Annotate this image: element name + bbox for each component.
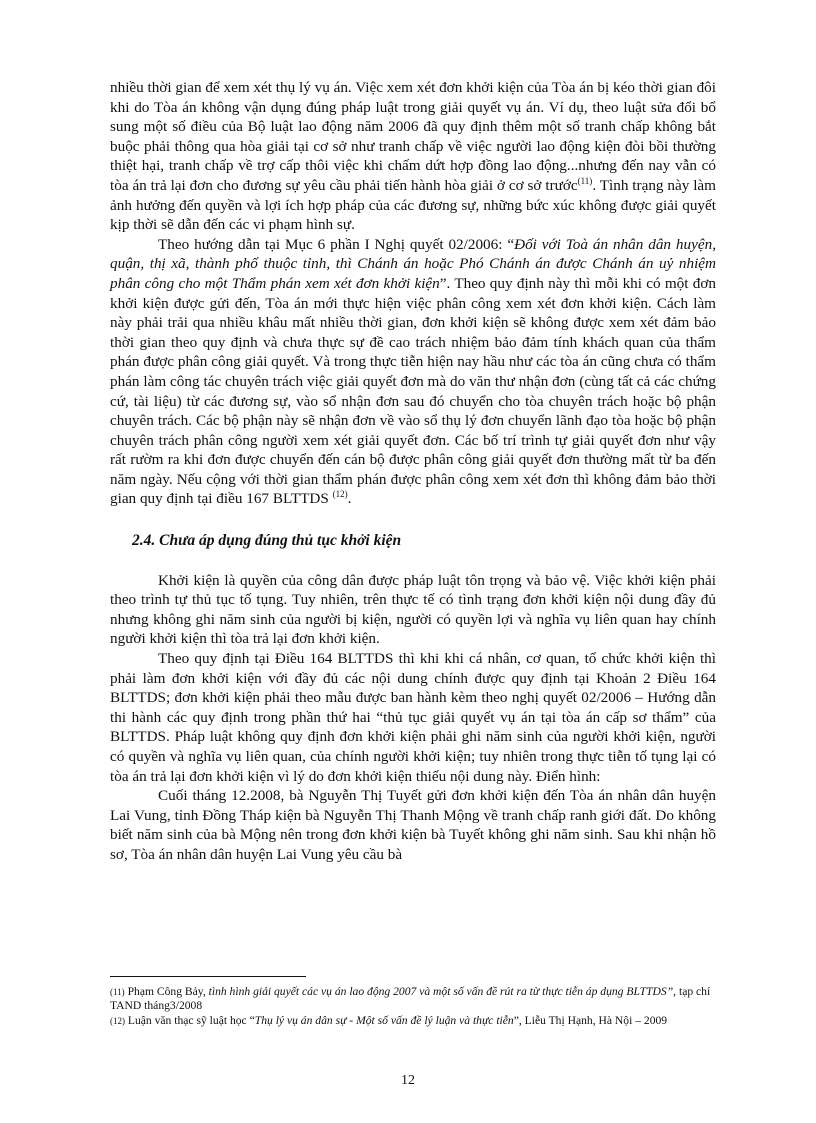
body-text — [110, 78, 716, 865]
paragraph-3: Khởi kiện là quyền của công dân được pháp luật tôn trọng và bảo vệ. Việc khởi kiện phải theo trình tự thủ tục tố tụng. Tuy nhiên, trên thực tế có tình trạng đơn khởi kiện nội dung đầy đủ nhưng không ghi năm sinh của người bị kiện, người có quyền lợi và nghĩa vụ liên quan hay chính người khởi kiện thì tòa trả lại đơn khởi kiện. — [110, 571, 716, 648]
footnote-12-title: Thụ lý vụ án dân sự - Một số vấn đề lý luận và thực tiễn — [254, 1013, 514, 1027]
footnote-ref-11[interactable]: (11) — [577, 175, 593, 186]
footnote-11 — [110, 985, 716, 1014]
footnote-12 — [110, 1014, 716, 1028]
footnote-12-rest: ”, Liễu Thị Hạnh, Hà Nội – 2009 — [513, 1013, 668, 1027]
footnote-12-number: (12) — [110, 1015, 125, 1026]
paragraph-2-text-a: Theo hướng dẫn tại Mục 6 phần I Nghị quyết 02/2006: “ — [158, 235, 515, 253]
footnote-divider — [110, 976, 306, 977]
footnote-11-number: (11) — [110, 987, 125, 997]
paragraph-1 — [110, 78, 716, 235]
footnote-12-author: Luận văn thạc sỹ luật học “ — [125, 1013, 255, 1027]
paragraph-2-text-c: . — [347, 490, 352, 508]
paragraph-1-text-b: . Tình trạng này làm ảnh hưởng đến quyền và lợi ích hợp pháp của các đương sự, những bức xúc không được giải quyết kịp thời sẽ dẫn đến các vi phạm hình sự. — [110, 176, 716, 234]
footnote-11-rest: , tạp chí TAND tháng3/2008 — [110, 985, 711, 1013]
paragraph-2 — [110, 235, 716, 509]
footnote-11-author: Phạm Công Bảy, — [124, 985, 209, 998]
paragraph-4: Theo quy định tại Điều 164 BLTTDS thì khi khi cá nhân, cơ quan, tổ chức khởi kiện thì phải làm đơn khởi kiện với đầy đủ các nội dung chính được quy định tại Khoản 2 Điều 164 BLTTDS; đơn khởi kiện phải theo mẫu được ban hành kèm theo nghị quyết 02/2006 – Hướng dẫn thi hành các quy định trong phần thứ hai “thủ tục giải quyết vụ án tại tòa án cấp sơ thẩm” của BLTTDS. Pháp luật không quy định đơn khởi kiện phải ghi năm sinh của người khởi kiện, người có quyền và nghĩa vụ liên quan, của chính người khởi kiện; tuy nhiên trong thực tiễn tố tụng lại có tòa án trả lại đơn khởi kiện vì lý do đơn khởi kiện thiếu nội dung này. Điển hình: — [110, 650, 716, 785]
paragraph-1-text-a: nhiều thời gian để xem xét thụ lý vụ án. Việc xem xét đơn khởi kiện của Tòa án bị kéo thời gian đôi khi do Tòa án không vận dụng đúng pháp luật trong giải quyết vụ án. Ví dụ, theo luật sửa đổi bổ sung một số điều của Bộ luật lao động năm 2006 đã quy định thêm một số tranh chấp không bắt buộc phải thông qua hòa giải tại cơ sở như tranh chấp về việc người lao động kiện đòi bồi thường thiệt hại, tranh chấp về trợ cấp thôi việc khi chấm dứt hợp đồng lao động...nhưng đến nay vẫn có tòa án trả lại đơn cho đương sự yêu cầu phải tiến hành hòa giải ở cơ sở trước — [110, 79, 716, 194]
paragraph-5: Cuối tháng 12.2008, bà Nguyễn Thị Tuyết gửi đơn khởi kiện đến Tòa án nhân dân huyện Lai Vung, tỉnh Đồng Tháp kiện bà Nguyễn Thị Thanh Mộng về tranh chấp ranh giới đất. Do không biết năm sinh của bà Mộng nên trong đơn khởi kiện bà Tuyết không ghi năm sinh. Sau khi nhận hồ sơ, Tòa án nhân dân huyện Lai Vung yêu cầu bà — [110, 787, 716, 863]
footnotes — [110, 976, 716, 1028]
section-heading: 2.4. Chưa áp dụng đúng thủ tục khởi kiện — [132, 532, 402, 550]
footnote-ref-12[interactable]: (12) — [332, 489, 348, 500]
paragraph-2-text-b: ”. Theo quy định này thì mỗi khi có một đơn khởi kiện được gửi đến, Tòa án mới thực hiện việc phân công xem xét đơn khởi kiện. Cách làm này phải trải qua nhiều khâu mất nhiều thời gian, đơn khởi kiện sẽ không được xem xét đảm bảo thời gian theo quy định và chưa thực sự đề cao trách nhiệm bảo đảm tính khách quan của thẩm phán được phân công giải quyết. Và trong thực tiễn hiện nay hầu như các tòa án cũng chưa có thẩm phán làm công tác chuyên trách việc giải quyết đơn mà do văn thư nhận đơn (cùng tất cả các chứng cứ, tài liệu) từ các đương sự, vào sổ nhận đơn sau đó chuyển cho tòa chuyên trách hoặc bộ phận chuyên trách. Các bộ phận này sẽ nhận đơn về vào sổ thụ lý đơn chuyển lãnh đạo tòa hoặc bộ phận chuyên trách phân công người xem xét giải quyết đơn. Các bố trí trình tự giải quyết đơn như vậy rất rườm ra khi đơn được chuyển đến cán bộ được phân công giải quyết đơn thường mất từ ba đến năm ngày. Nếu cộng với thời gian thẩm phán được phân công xem xét đơn thì không đảm bảo thời gian quy định tại điều 167 BLTTDS — [110, 274, 716, 508]
page-number: 12 — [401, 1073, 415, 1088]
paragraph-2-quote: Đối với Toà án nhân dân huyện, quận, thị xã, thành phố thuộc tỉnh, thì Chánh án hoặc Phó Chánh án được Chánh án uỷ nhiệm phân công cho một Thẩm phán xem xét đơn khởi kiện — [110, 235, 716, 292]
footnote-11-title: tình hình giải quyết các vụ án lao động 2007 và một số vấn đề rút ra từ thực tiễn áp dụng BLTTDS” — [208, 985, 674, 998]
